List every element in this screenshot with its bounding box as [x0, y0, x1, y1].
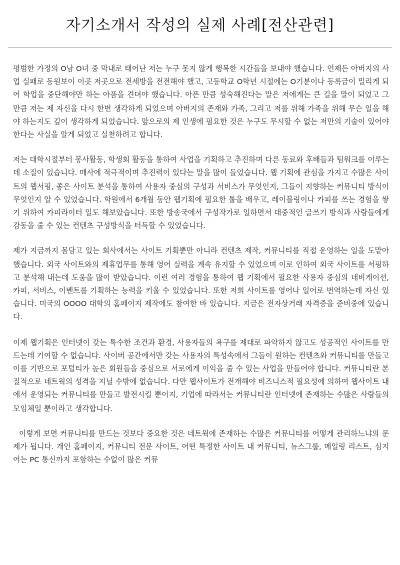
document-title: 자기소개서 작성의 실제 사례[전산관련]	[65, 16, 335, 34]
paragraph-2: 저는 대학시절부터 봉사활동, 학생회 활동을 통하여 사업을 기획하고 추진하며 다른 동료와 후배들과 팀워크를 이루는데 소질이 있습니다. 매사에 적극적이며 추진력이 있다는 말을 많이 들었습니다. 웹 기획에 관심을 가지고 수많은 사이트의 웹서핑, 좋은 사이트 분석을 통하여 사용자 중심의 구성과 서비스가 무엇인지, 그들이 지향하는 커뮤니티 방식이 무엇인지 알 수 있었습니다. 학원에서 6개월 동안 웹기획에 필요한 툴을 배우고, 레이블링이나 카피를 쓰는 경험을 쌓기 위하여 카피라이터 일도 해보았습니다. 또한 방송국에서 구성작가로 일하면서 대중적인 글쓰기 방식과 사람들에게 감동을 줄 수 있는 컨텐츠 구성방식을 터득할 수 있었습니다.	[13, 155, 389, 231]
paragraph-1: 평범한 가정의 O남 O녀 중 막내로 태어난 저는 누구 못지 않게 행복한 시간들을 보내야 했습니다. 언제든 아버지의 사업 실패로 동원보이 이곳 저곳으로 전세방을 전전해야 했고, 고등학교 O학년 시절에는 O기분이나 등록금이 밀리게 되어 학업을 중단해야만 하는 아픔을 견뎌야 했습니다. 아픈 만큼 성숙해진다는 말은 저에게는 큰 길을 말이 되었고 그 만큼 저는 제 자신을 다시 한번 생각하게 되었으며 아버지의 존재와 가족, 그리고 저를 위해 가족을 위해 무슨 일을 해야 하는지도 깊이 생각하게 되었습니다. 앞으로의 제 인생에 필요한 것은 누구도 무시할 수 없는 저만의 기술이 있어야 한다는 사실을 알게 되었고 실천하려고 합니다.	[13, 64, 389, 140]
paragraph-4: 이제 웹기획은 인터넷이 갖는 특수한 조건과 환경, 사용자들의 욕구를 제대로 파악하지 않고도 성공적인 사이트를 만드는데 기여할 수 없습니다. 사이버 공간에서만 갖는 사용자의 특성속에서 그들이 원하는 컨텐츠와 커뮤니티를 만들고 이를 기반으로 포털티가 높은 회원들을 중심으로 서로에게 이익을 줄 수 있는 사업을 만들어야 합니다. 커뮤니티란 본질적으로 네트웍의 성격을 지닐 수밖에 없습니다. 다만 웹사이트가 전개해야 비즈니스적 필요성에 의하여 웹사이트 내에서 운영되는 커뮤니티를 만들고 발전시킬 뿐이지, 기업에 따라서는 커뮤니티란 인터넷에 존재하는 수많은 사람들의 모임체일 뿐이라고 생각합니다.	[13, 337, 389, 413]
paragraph-3: 제가 지금까지 몸담고 있는 회사에서는 사이트 기획뿐만 아니라 컨텐츠 제작, 커뮤니티를 직접 운영하는 일을 도맡아 했습니다. 외국 사이트와의 제휴업무를 통해 영어 실력을 계속 유지할 수 있었으며 이로 인하여 외국 사이트를 서핑하고 분석해 내는데 도움을 많이 받았습니다. 이런 여러 경험을 통하여 웹 기획에서 필요한 사용자 중심의 네비게이션, 카피, 서비스, 이벤트를 기획하는 능력을 키울 수 있었습니다. 또한 저희 사이트를 영어나 일어로 번역하는데 자신 있습니다. 미국의 OOOO 대학의 홈페이지 제작에도 참여한 바 있습니다. 지금은 전자상거래 자격증을 준비중에 있습니다.	[13, 246, 389, 322]
paragraph-5: 이렇게 보면 커뮤니티를 만드는 것보다 중요한 것은 네트웍에 존재하는 수많은 커뮤니티를 어떻게 관리하느냐의 문제가 됩니다. 개인 홈페이지, 커뮤니티 전문 사이트, 어떤 특정한 사이트 내 커뮤니티, 뉴스그룹, 메일링 리스트, 심지어는 PC 통신까지 포함하는 수없이 많은 커뮤	[13, 428, 389, 465]
document-body	[13, 62, 389, 478]
title-divider	[8, 47, 392, 48]
